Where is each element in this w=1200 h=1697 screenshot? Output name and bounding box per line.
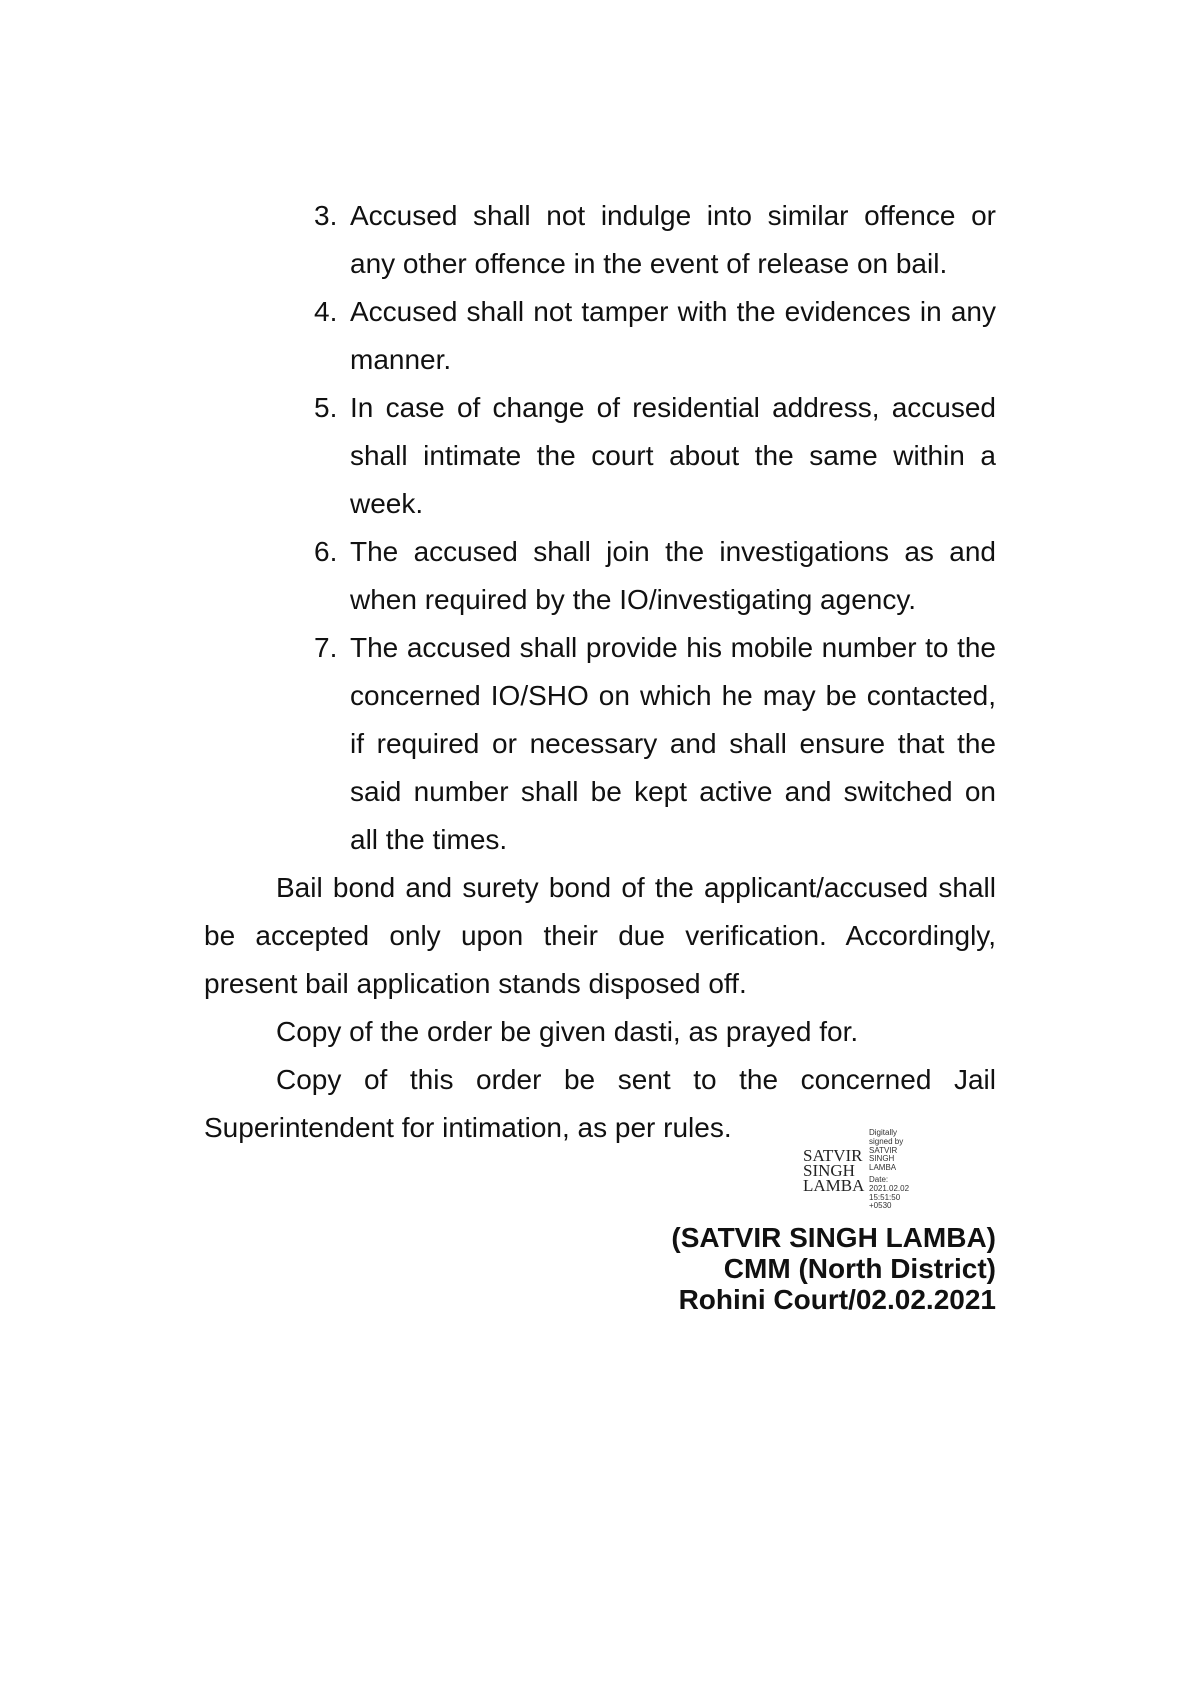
text-line: shall intimate the court about the same within a <box>350 440 996 471</box>
signature-name-line: SATVIR <box>803 1146 863 1165</box>
digital-signature-details <box>869 1129 909 1211</box>
condition-item <box>204 624 996 864</box>
condition-number: 3. <box>314 200 338 231</box>
condition-number: 4. <box>314 296 338 327</box>
condition-number: 5. <box>314 392 338 423</box>
condition-item <box>204 528 996 624</box>
paragraph <box>204 864 996 1008</box>
court-and-date: Rohini Court/02.02.2021 <box>678 1284 996 1315</box>
digital-signature-name <box>803 1146 865 1195</box>
condition-number: 6. <box>314 536 338 567</box>
text-line: concerned IO/SHO on which he may be contacted, <box>350 680 996 711</box>
condition-number: 7. <box>314 632 338 663</box>
signature-detail-line: signed by <box>869 1136 904 1146</box>
text-line: when required by the IO/investigating agency. <box>350 584 917 615</box>
signature-detail-line: 2021.02.02 <box>869 1183 910 1193</box>
text-line: any other offence in the event of release on bail. <box>350 248 948 279</box>
paragraph <box>204 1008 996 1056</box>
signature-detail-line: 15:51:50 <box>869 1192 901 1202</box>
text-line: The accused shall provide his mobile number to the <box>350 632 996 663</box>
text-line: Copy of the order be given dasti, as prayed for. <box>276 1016 859 1047</box>
text-line: Bail bond and surety bond of the applicant/accused shall <box>276 872 996 903</box>
condition-item <box>204 384 996 528</box>
text-line: Copy of this order be sent to the concerned Jail <box>276 1064 996 1095</box>
text-line: all the times. <box>350 824 508 855</box>
condition-item <box>204 192 996 288</box>
text-line: present bail application stands disposed off. <box>204 968 747 999</box>
text-line: be accepted only upon their due verification. Accordingly, <box>204 920 996 951</box>
signatory-block <box>671 1222 996 1315</box>
signature-detail-line: LAMBA <box>869 1163 897 1173</box>
text-line: Accused shall not indulge into similar offence or <box>350 200 996 231</box>
text-line: manner. <box>350 344 452 375</box>
text-line: The accused shall join the investigations as and <box>350 536 996 567</box>
signature-detail-line: Date: <box>869 1174 889 1184</box>
signature-detail-line: Digitally <box>869 1128 898 1137</box>
judge-name: (SATVIR SINGH LAMBA) <box>671 1222 996 1253</box>
text-line: said number shall be kept active and switched on <box>350 776 996 807</box>
text-line: In case of change of residential address, accused <box>350 392 996 423</box>
condition-item <box>204 288 996 384</box>
document-body <box>204 192 996 1152</box>
signature-detail-line: SATVIR <box>869 1145 898 1155</box>
signature-detail-line: SINGH <box>869 1154 895 1164</box>
text-line: Accused shall not tamper with the evidences in any <box>350 296 996 327</box>
text-line: Superintendent for intimation, as per rules. <box>204 1112 732 1143</box>
judge-designation: CMM (North District) <box>723 1253 996 1284</box>
signature-name-line: SINGH <box>803 1160 855 1180</box>
text-line: week. <box>350 488 424 519</box>
signature-detail-line: +0530 <box>869 1201 892 1211</box>
signature-name-line: LAMBA <box>803 1175 865 1195</box>
text-line: if required or necessary and shall ensure that the <box>350 728 996 759</box>
